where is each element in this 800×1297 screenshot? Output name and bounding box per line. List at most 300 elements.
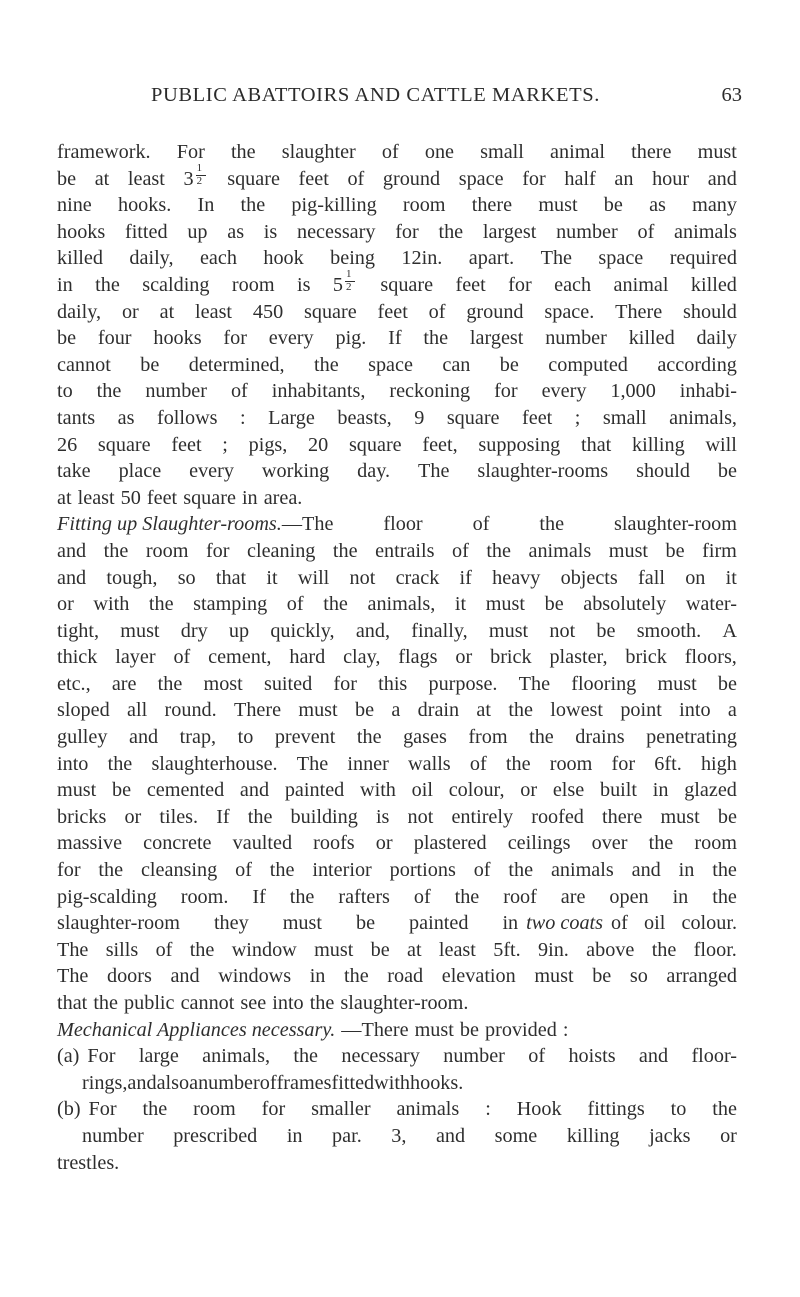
word: feet	[522, 406, 553, 429]
word: feet	[455, 273, 486, 296]
word: be	[603, 194, 623, 217]
word: 1,000	[610, 380, 656, 403]
word: trestles.	[57, 1151, 120, 1174]
word: interior	[312, 859, 372, 882]
word: reckoning	[389, 380, 471, 403]
word: :	[240, 406, 246, 429]
word: all	[127, 699, 148, 722]
word: cannot	[57, 353, 111, 376]
word: large	[138, 1045, 179, 1068]
word: there	[471, 194, 513, 217]
word: of	[473, 859, 491, 882]
word: 450	[252, 300, 284, 323]
word: sills	[105, 938, 139, 961]
text-line	[57, 618, 737, 645]
word: supposing	[478, 433, 561, 456]
word: take	[57, 460, 91, 483]
word: to	[237, 726, 254, 749]
text-line	[57, 432, 737, 459]
word: tants	[57, 406, 96, 429]
word: necessary	[297, 220, 376, 243]
word: this	[378, 672, 408, 695]
text-line	[57, 405, 737, 432]
word: killed	[57, 247, 103, 270]
word: or	[124, 805, 142, 828]
word: of	[173, 646, 191, 669]
word: of	[259, 1071, 277, 1094]
list-label: (b)	[57, 1098, 81, 1121]
text-line	[57, 910, 737, 937]
word: hooks	[57, 220, 106, 243]
word: feet	[171, 433, 202, 456]
word: of	[235, 859, 252, 882]
word: glazed	[684, 779, 737, 802]
word: of	[451, 539, 469, 562]
emphasis: two coats	[526, 912, 603, 935]
text-line	[57, 538, 737, 565]
word: firm	[702, 539, 737, 562]
word: killed	[628, 327, 675, 350]
word: inner	[347, 752, 389, 775]
word: space	[458, 167, 504, 190]
word: cemented	[146, 779, 225, 802]
word: There	[234, 699, 282, 722]
word: for	[333, 672, 357, 695]
word: that	[215, 566, 247, 589]
word: a	[391, 699, 401, 722]
word: largest	[482, 220, 537, 243]
word: flooring	[571, 672, 637, 695]
word: with	[374, 1071, 411, 1094]
word: thick	[57, 646, 98, 669]
word: clay,	[343, 646, 381, 669]
word: tough,	[106, 566, 158, 589]
word: the	[148, 593, 174, 616]
word: that	[57, 992, 88, 1014]
word: gases	[403, 726, 447, 749]
word: with	[93, 593, 130, 616]
text-line-rest	[341, 1017, 574, 1044]
word: square	[348, 433, 402, 456]
text-line	[57, 299, 737, 326]
word: floors,	[684, 646, 737, 669]
word: are	[560, 885, 586, 908]
word: be	[717, 672, 737, 695]
word: else	[552, 779, 585, 802]
word: be	[57, 327, 77, 350]
text-line	[57, 884, 737, 911]
word: daily,	[129, 247, 174, 270]
word: purpose.	[428, 672, 498, 695]
word: animals	[396, 1098, 460, 1121]
word: the	[93, 992, 118, 1014]
text-line	[57, 139, 737, 166]
word: largest	[469, 327, 524, 350]
word: 6ft.	[654, 752, 682, 775]
word: must	[57, 779, 97, 802]
word: or	[121, 300, 139, 323]
word: etc.,	[57, 672, 91, 695]
word: or	[520, 779, 538, 802]
word: brick	[625, 646, 667, 669]
word: working	[261, 460, 330, 483]
word: in	[57, 273, 73, 296]
word: If	[388, 327, 402, 350]
word: the	[269, 859, 295, 882]
word: be	[544, 593, 564, 616]
word: fitted	[331, 1071, 375, 1094]
word: round.	[164, 699, 217, 722]
word: hook	[263, 247, 304, 270]
word: animals,	[202, 1045, 270, 1068]
word: be	[57, 167, 77, 190]
word: pig-killing	[291, 194, 377, 217]
word: layer	[115, 646, 156, 669]
word: as	[649, 194, 666, 217]
word: beasts,	[337, 406, 392, 429]
list-label: (a)	[57, 1045, 80, 1068]
word: pig-scalding	[57, 885, 157, 908]
word: 20	[308, 433, 329, 456]
word: also	[156, 1071, 190, 1094]
word: animals	[528, 539, 592, 562]
word: is	[263, 220, 278, 243]
text-line	[57, 751, 737, 778]
word: the	[107, 752, 133, 775]
word: feet	[146, 486, 178, 509]
word: room	[193, 1098, 236, 1121]
word: room	[694, 832, 737, 855]
word: built	[599, 779, 637, 802]
word: must	[538, 194, 578, 217]
word: massive	[57, 832, 123, 855]
word: the	[651, 938, 677, 961]
word: The	[296, 752, 329, 775]
word: pigs,	[248, 433, 288, 456]
word: necessary	[341, 1045, 420, 1068]
word: There	[615, 300, 663, 323]
word: For	[176, 141, 205, 163]
word: point	[620, 699, 662, 722]
word: and	[170, 965, 200, 988]
word: be	[354, 699, 375, 722]
word: the	[529, 726, 554, 749]
word: and	[127, 1071, 157, 1094]
word: cleansing	[140, 859, 218, 882]
word: the	[230, 141, 256, 163]
word: into	[272, 992, 304, 1014]
running-head	[0, 84, 800, 114]
word: prevent	[274, 726, 336, 749]
word: water-	[685, 593, 737, 616]
word: not	[407, 805, 434, 828]
word: must	[657, 672, 697, 695]
word: floor-	[691, 1045, 737, 1068]
word: on	[685, 566, 706, 589]
word: of	[381, 141, 399, 163]
word: the	[505, 752, 531, 775]
word: Hook	[516, 1098, 562, 1121]
word: least	[438, 938, 476, 961]
word: will	[297, 566, 330, 589]
word: tight,	[57, 619, 100, 642]
word: be	[370, 938, 390, 961]
word: of	[155, 938, 173, 961]
word: of	[413, 885, 431, 908]
word: floor.	[693, 938, 737, 961]
word: killing	[566, 1124, 620, 1147]
word: entrails	[375, 539, 435, 562]
text-line	[57, 161, 737, 193]
word: see	[240, 992, 267, 1014]
fraction-numerator: 1	[345, 267, 352, 280]
word: and	[631, 859, 661, 882]
fraction-denominator: 2	[345, 280, 352, 293]
word: there	[602, 805, 643, 828]
word: prescribed	[173, 1124, 258, 1147]
word: must	[488, 619, 529, 642]
word: portions	[389, 859, 456, 882]
word: roofed	[531, 805, 584, 828]
word: of	[528, 1045, 546, 1068]
word: the	[293, 1045, 319, 1068]
word: and	[707, 167, 737, 190]
word: many	[692, 194, 737, 217]
word: penetrating	[646, 726, 737, 749]
word: be	[140, 353, 160, 376]
word: they	[213, 912, 249, 935]
word: painted	[409, 912, 469, 935]
word: and	[239, 779, 270, 802]
word: ground	[466, 300, 524, 323]
word: jacks	[649, 1124, 691, 1147]
word: the	[454, 885, 480, 908]
word: be	[717, 805, 737, 828]
word: there	[631, 141, 672, 163]
word: the	[508, 699, 533, 722]
word: vaulted	[232, 832, 293, 855]
word: For	[88, 1098, 117, 1121]
word: as	[117, 406, 135, 429]
word: hoists	[568, 1045, 616, 1068]
word: smooth.	[636, 619, 702, 642]
word: apart.	[468, 247, 515, 270]
word: most	[203, 672, 243, 695]
word: a	[189, 1071, 199, 1094]
word: lowest	[550, 699, 604, 722]
word: from	[468, 726, 508, 749]
word: every	[189, 460, 234, 483]
word: in	[286, 1124, 303, 1147]
word: space.	[544, 300, 595, 323]
word: number	[556, 220, 618, 243]
word: cleaning	[247, 539, 316, 562]
word: in	[672, 885, 689, 908]
word: square	[446, 406, 500, 429]
word: pig.	[335, 327, 367, 350]
word: of	[230, 380, 248, 403]
word: gulley	[57, 726, 108, 749]
word: animals,	[367, 593, 436, 616]
word: animals	[550, 859, 614, 882]
word: room	[145, 539, 189, 562]
word: for	[57, 859, 81, 882]
text-line	[57, 267, 737, 299]
text-line	[57, 671, 737, 698]
word: and	[435, 1124, 466, 1147]
word: quickly,	[270, 619, 335, 642]
fraction-denominator: 2	[196, 174, 203, 187]
word: with	[360, 779, 396, 802]
word: and	[128, 726, 159, 749]
page-number: 63	[721, 84, 742, 106]
word: in	[309, 965, 326, 988]
word: will	[705, 433, 737, 456]
word: can	[442, 353, 471, 376]
word: plaster,	[549, 646, 608, 669]
word: stamping	[193, 593, 268, 616]
word: day.	[357, 460, 391, 483]
word: animal	[550, 141, 605, 163]
word: half	[564, 167, 596, 190]
text-line-rest	[87, 1043, 737, 1070]
word: feet,	[422, 433, 458, 456]
word: 9in.	[538, 938, 569, 961]
word: place	[118, 460, 162, 483]
word: at	[94, 167, 110, 190]
text-line	[57, 990, 737, 1017]
text-line	[57, 325, 737, 352]
word: must	[697, 141, 737, 163]
word: every	[268, 327, 314, 350]
word: must	[414, 1018, 454, 1041]
word: the	[423, 327, 449, 350]
word: feet	[298, 167, 329, 190]
word: so	[629, 965, 648, 988]
word: must	[314, 938, 354, 961]
word: walls	[408, 752, 451, 775]
word: or	[57, 593, 74, 616]
word: space	[598, 247, 644, 270]
word: building	[290, 805, 358, 828]
word: space	[368, 353, 413, 376]
word: is	[375, 805, 390, 828]
word: The	[418, 460, 450, 483]
word: hooks.	[410, 1071, 464, 1094]
word: fittings	[587, 1098, 645, 1121]
word: the	[157, 672, 183, 695]
word: or	[455, 646, 473, 669]
word: must	[608, 539, 649, 562]
word: slaughterhouse.	[151, 752, 278, 775]
word: tiles.	[159, 805, 199, 828]
word: hooks	[153, 327, 202, 350]
word: number	[545, 327, 607, 350]
word: to	[670, 1098, 687, 1121]
word: must	[298, 699, 338, 722]
word: concrete	[143, 832, 212, 855]
word: of	[428, 300, 446, 323]
text-line	[57, 378, 737, 405]
word: at	[407, 938, 422, 961]
word: the	[95, 273, 120, 296]
word: square	[304, 300, 357, 323]
word: the	[486, 539, 511, 562]
text-line-rest	[57, 910, 518, 937]
word: the	[438, 220, 464, 243]
word: The	[57, 938, 89, 961]
word: be	[112, 779, 132, 802]
word: the	[189, 938, 215, 961]
word: at	[159, 300, 175, 323]
word: cannot	[180, 992, 235, 1014]
text-line	[57, 1096, 737, 1123]
word: of	[286, 593, 304, 616]
word: 26	[57, 433, 78, 456]
text-line	[57, 245, 737, 272]
word: every	[541, 380, 587, 403]
word: each	[199, 247, 237, 270]
word: so	[177, 566, 196, 589]
word: window	[231, 938, 297, 961]
word: rafters	[338, 885, 390, 908]
word: room	[231, 273, 275, 296]
word: up	[228, 619, 250, 642]
section-heading: Fitting up Slaughter-rooms.	[57, 513, 282, 536]
word: floor	[383, 513, 423, 536]
word: in	[652, 779, 669, 802]
word: 9	[414, 406, 425, 429]
word: one	[424, 141, 455, 163]
text-line	[57, 963, 737, 990]
word: public	[124, 992, 175, 1014]
word: the	[344, 965, 369, 988]
text-line	[57, 724, 737, 751]
word: rings,	[82, 1071, 128, 1094]
running-title: PUBLIC ABATTOIRS AND CATTLE MARKETS.	[151, 84, 600, 106]
text-line	[57, 352, 737, 379]
word: small	[480, 141, 524, 163]
word: and	[57, 566, 87, 589]
word: at	[57, 486, 72, 509]
word: number	[82, 1124, 144, 1147]
section-heading: Mechanical Appliances necessary.	[57, 1018, 336, 1041]
text-line-rest	[89, 1096, 737, 1123]
word: daily,	[57, 300, 102, 323]
word: colour.	[681, 912, 737, 935]
word: nine	[57, 194, 92, 217]
word: sloped	[57, 699, 110, 722]
word: killing	[632, 433, 685, 456]
word: the	[712, 1098, 737, 1121]
word: colour,	[448, 779, 505, 802]
word: as	[227, 220, 245, 243]
word: bricks	[57, 805, 107, 828]
word: road	[387, 965, 424, 988]
body-text	[57, 139, 737, 1176]
word: not	[549, 619, 576, 642]
word: the	[240, 194, 266, 217]
word: a	[727, 699, 737, 722]
word: finally,	[411, 619, 468, 642]
text-line	[57, 697, 737, 724]
word: must	[485, 593, 525, 616]
word: for	[508, 273, 532, 296]
text-line	[57, 219, 737, 246]
word: according	[657, 353, 737, 376]
word: hard	[289, 646, 326, 669]
word: for	[494, 380, 518, 403]
